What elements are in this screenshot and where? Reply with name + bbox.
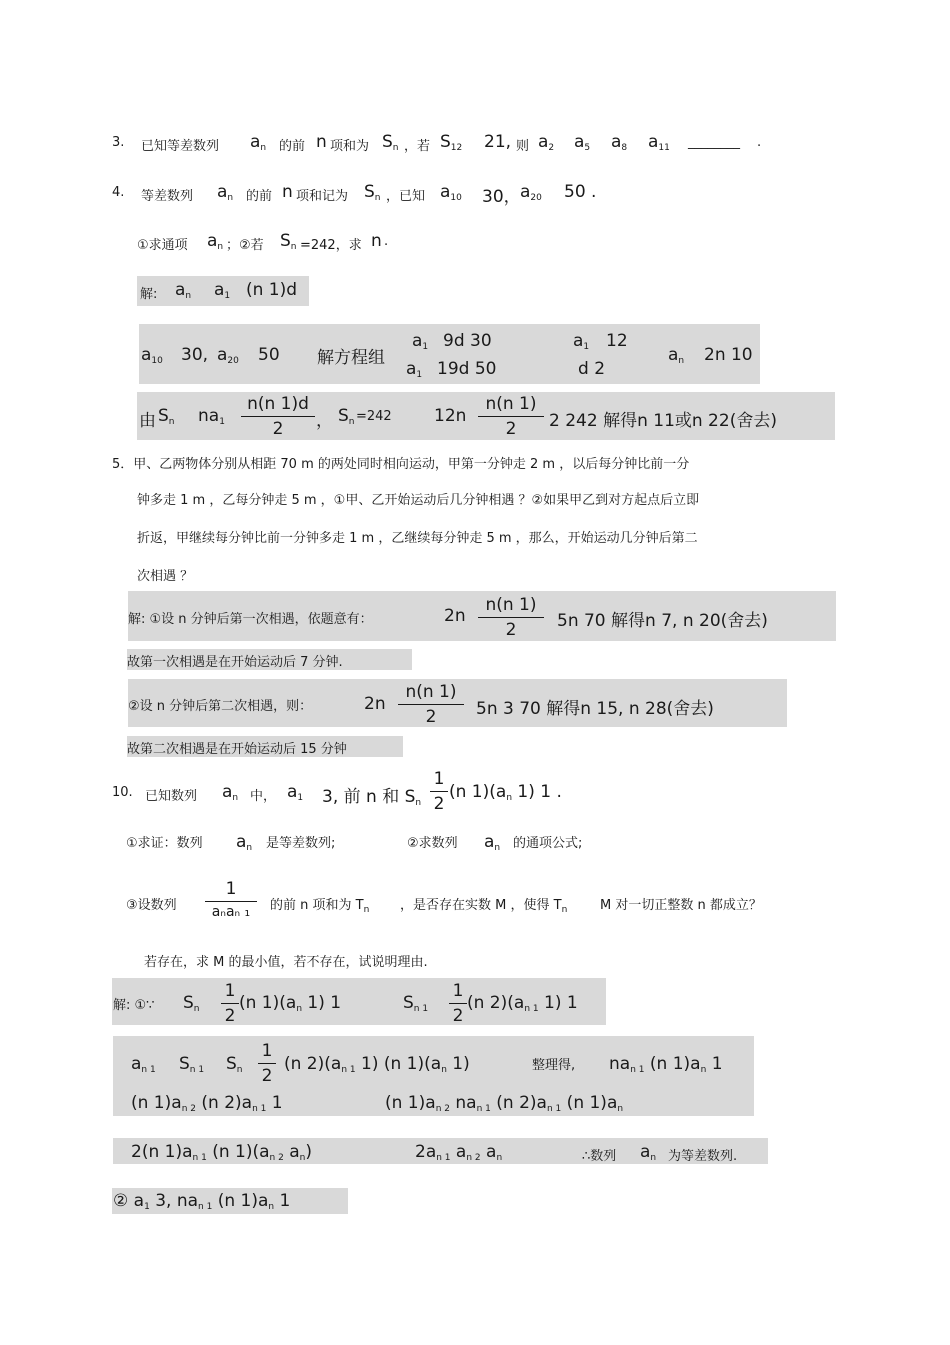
conclusion: 故第一次相遇是在开始运动后 7 分钟. — [127, 655, 343, 670]
denominator: 2 — [261, 1066, 273, 1086]
subscript: n 2 — [269, 1153, 284, 1163]
formula — [226, 1054, 243, 1075]
formula — [385, 1093, 623, 1114]
var: 的前 n 项和为 T — [270, 898, 364, 913]
math-Sn — [183, 993, 200, 1014]
formula: 2 242 解得n 11或n 22(舍去) — [549, 411, 777, 431]
math-a10 — [440, 182, 462, 203]
subscript: 20 — [227, 356, 239, 366]
denominator: 2 — [452, 1006, 464, 1026]
text: 项和记为 — [296, 189, 349, 204]
numerator: n(n 1)d — [247, 394, 309, 414]
subscript: n — [392, 143, 399, 153]
subscript: 20 — [530, 193, 542, 203]
var: 2(n 1)a — [131, 1142, 193, 1162]
var-n: n — [371, 231, 382, 251]
subscript: n 1 — [192, 1153, 207, 1163]
fraction-bar — [398, 704, 464, 705]
solution-text: ②设 n 分钟后第二次相遇，则： — [128, 699, 313, 714]
problem-number: 4. — [112, 185, 125, 200]
var: a — [406, 359, 417, 379]
math-Sn — [338, 406, 355, 427]
var: a — [131, 1054, 142, 1074]
var: (n 2)a — [490, 1093, 547, 1113]
result-row: 12 — [606, 331, 628, 351]
subscript: 1 — [583, 342, 590, 352]
subscript: n — [227, 193, 234, 203]
denominator: 2 — [425, 707, 437, 727]
value: =242 — [356, 409, 392, 424]
value: 21, — [484, 132, 512, 152]
var: a — [611, 132, 622, 152]
formula: 2n — [444, 606, 466, 626]
var: S — [338, 406, 349, 426]
subscript: n — [506, 793, 513, 803]
var: a — [222, 782, 233, 802]
fraction-bar — [205, 901, 257, 902]
subscript: 2 — [548, 143, 555, 153]
subscript: 12 — [450, 143, 463, 153]
var: ，是否存在实数 M ，使得 T — [400, 898, 562, 913]
question-part: ③设数列 — [126, 898, 177, 913]
question-part: =242，求 — [300, 238, 362, 253]
var: 1) — [446, 1054, 470, 1074]
fraction-bar — [478, 617, 544, 618]
problem-text: 折返，甲继续每分钟比前一分钟多走 1 m ，乙继续每分钟走 5 m ，那么，开始运动几分钟后第二 — [137, 531, 698, 546]
formula — [609, 1054, 723, 1075]
var: 2a — [415, 1142, 437, 1162]
subscript: n — [650, 1153, 657, 1163]
var: (n 1)a — [131, 1093, 182, 1113]
text: . — [384, 234, 389, 249]
var: (n 2)a — [195, 1093, 253, 1113]
problem-text: 次相遇 ？ — [137, 569, 194, 584]
subscript: 10 — [151, 356, 163, 366]
var: a — [484, 832, 495, 852]
text: 的通项公式; — [513, 836, 583, 851]
fraction-bar — [221, 1003, 239, 1004]
subscript: n — [260, 143, 267, 153]
subscript: n — [168, 417, 175, 427]
fraction — [478, 595, 544, 640]
math-an — [222, 782, 238, 803]
formula — [449, 782, 562, 803]
var: S — [280, 231, 291, 251]
var: a — [640, 1142, 651, 1162]
subscript: n — [374, 193, 381, 203]
question-part: ①求证：数列 — [126, 836, 203, 851]
var: a — [480, 1142, 497, 1162]
subscript: n — [217, 242, 224, 252]
var: (n 2)(a — [284, 1054, 342, 1074]
equation-row: 9d 30 — [443, 331, 492, 351]
var: S — [382, 132, 393, 152]
math-a10 — [141, 345, 163, 366]
var: na — [198, 406, 220, 426]
var: S — [179, 1054, 190, 1074]
problem-text: 5．甲、乙两物体分别从相距 70 m 的两处同时相向运动，甲第一分钟走 2 m ，以后每分钟比前一分 — [112, 457, 690, 472]
subscript: 1 — [297, 793, 304, 803]
math-an — [207, 231, 223, 252]
numerator: n(n 1) — [405, 682, 457, 702]
text: 等差数列 — [141, 189, 194, 204]
denominator: 2 — [505, 620, 517, 640]
var: (n 1)(a — [206, 1142, 270, 1162]
denominator: 2 — [224, 1006, 236, 1026]
formula — [179, 1054, 204, 1075]
var: (n 1)a — [644, 1054, 701, 1074]
math-Sn1 — [403, 993, 428, 1014]
subscript: n — [246, 843, 253, 853]
subscript: n 1 — [141, 1065, 156, 1075]
var: (n 1)(a — [239, 993, 297, 1013]
subscript: n 1 — [252, 1104, 267, 1114]
denominator: 2 — [272, 419, 284, 439]
var: a — [217, 182, 228, 202]
var: a — [573, 331, 584, 351]
numerator: 1 — [261, 1041, 273, 1061]
formula — [322, 782, 421, 808]
subscript: n — [441, 1065, 447, 1075]
conclusion: 故第二次相遇是在开始运动后 15 分钟 — [127, 742, 347, 757]
var: a — [236, 832, 247, 852]
var: a — [175, 280, 186, 300]
solution-label: 解: — [140, 287, 158, 302]
var: a — [217, 345, 228, 365]
var: a — [450, 1142, 467, 1162]
fraction-half — [449, 981, 467, 1026]
subscript: n 1 — [630, 1065, 645, 1075]
text: ， — [316, 411, 333, 431]
var: 1 — [706, 1054, 723, 1074]
text: ，若 — [404, 139, 431, 154]
numerator: n(n 1) — [485, 595, 537, 615]
result-row — [573, 331, 589, 352]
var: 3, na — [149, 1191, 199, 1211]
subscript: n 1 — [546, 1104, 562, 1114]
var: a — [520, 182, 531, 202]
formula — [113, 1191, 290, 1212]
math-na1 — [198, 406, 225, 427]
text: 项和为 — [330, 139, 370, 154]
formula: 2n — [364, 694, 386, 714]
value: 50 . — [564, 182, 597, 202]
var: a — [287, 782, 298, 802]
var: (n 1)a — [385, 1093, 436, 1113]
equation-row — [406, 359, 422, 380]
var: (n 2)(a — [467, 993, 525, 1013]
numerator: 1 — [452, 981, 464, 1001]
var: S — [158, 406, 169, 426]
var: 1 — [274, 1191, 291, 1211]
formula: 2n 10 — [704, 345, 753, 365]
var: 1 — [266, 1093, 283, 1113]
subscript: n — [193, 1004, 200, 1014]
text: ，已知 — [386, 189, 426, 204]
denominator: aₙaₙ ₁ — [211, 904, 251, 920]
math-a2 — [538, 132, 554, 153]
denominator: 2 — [505, 419, 517, 439]
question-part: ；②若 — [226, 238, 264, 253]
formula — [284, 1054, 470, 1075]
text — [270, 894, 369, 915]
numerator: n(n 1) — [485, 394, 537, 414]
question-part: ①求通项 — [137, 238, 188, 253]
math-a20 — [520, 182, 542, 203]
var: (n 1)a — [561, 1093, 618, 1113]
math-S12 — [440, 132, 462, 153]
subscript: n — [268, 1202, 275, 1212]
value: 30, — [181, 345, 209, 365]
math-an — [217, 182, 233, 203]
fraction-half — [258, 1041, 276, 1086]
numerator: 1 — [225, 879, 237, 899]
answer-blank: ________ — [688, 135, 740, 150]
var-n: n — [282, 182, 293, 202]
fraction-bar — [241, 416, 315, 417]
subscript: n — [700, 1065, 707, 1075]
var: a — [250, 132, 261, 152]
fraction — [241, 394, 315, 439]
subscript: n 1 — [341, 1065, 356, 1075]
text: 的前 — [279, 139, 306, 154]
subscript: 1 — [144, 1202, 150, 1212]
subscript: n 2 — [435, 1104, 450, 1114]
text: 整理得, — [532, 1058, 576, 1073]
text: 已知数列 — [145, 789, 198, 804]
text: 已知等差数列 — [141, 139, 220, 154]
math-an — [236, 832, 252, 853]
equation-row: 19d 50 — [437, 359, 497, 379]
fraction-half — [430, 769, 448, 814]
subscript: 1 — [416, 370, 423, 380]
var: (n 1)a — [212, 1191, 269, 1211]
problem-number: 10. — [112, 785, 133, 800]
math-a1 — [214, 280, 230, 301]
text: 中， — [250, 789, 277, 804]
fraction-bar — [258, 1063, 276, 1064]
solution-text: 解: ①设 n 分钟后第一次相遇，依题意有： — [128, 612, 373, 627]
numerator: 1 — [433, 769, 445, 789]
text: 为等差数列. — [668, 1149, 738, 1164]
var: a — [141, 345, 152, 365]
value: 50 — [258, 345, 280, 365]
var: a — [412, 331, 423, 351]
subscript: 1 — [219, 417, 225, 427]
result-row: d 2 — [578, 359, 606, 379]
text: M 对一切正整数 n 都成立？ — [600, 898, 762, 913]
math-Sn — [364, 182, 381, 203]
subscript: 5 — [584, 143, 591, 153]
text: 由 — [139, 411, 156, 431]
subscript: 1 — [224, 291, 231, 301]
subscript: n 1 — [198, 1202, 213, 1212]
text: 的前 — [246, 189, 273, 204]
formula — [239, 993, 341, 1014]
text: 是等差数列; — [266, 836, 336, 851]
var: 1) 1 — [538, 993, 578, 1013]
text: 解方程组 — [317, 348, 385, 368]
var: a — [648, 132, 659, 152]
subscript: n — [296, 1004, 303, 1014]
var: ② a — [113, 1191, 145, 1211]
fraction — [398, 682, 464, 727]
var: 1) 1 . — [512, 782, 562, 802]
subscript: n — [290, 242, 297, 252]
solution-label: 解: ①∵ — [113, 998, 155, 1013]
math-a1 — [287, 782, 303, 803]
var: a — [440, 182, 451, 202]
subscript: n — [561, 905, 568, 915]
subscript: n — [494, 843, 501, 853]
math-Sn — [280, 231, 297, 252]
formula — [131, 1142, 312, 1163]
var: a — [668, 345, 679, 365]
subscript: 11 — [658, 143, 670, 153]
fraction — [205, 879, 257, 920]
subscript: n — [496, 1153, 503, 1163]
subscript: n — [617, 1104, 624, 1114]
fraction-bar — [430, 791, 448, 792]
subscript: n 1 — [524, 1004, 539, 1014]
question-part: 若存在，求 M 的最小值，若不存在，试说明理由. — [144, 955, 428, 970]
text — [400, 894, 567, 915]
subscript: n 2 — [181, 1104, 196, 1114]
fraction-bar — [478, 416, 544, 417]
var: a — [538, 132, 549, 152]
var: S — [403, 993, 414, 1013]
formula — [131, 1093, 283, 1114]
var: a — [214, 280, 225, 300]
math-a20 — [217, 345, 239, 366]
math-an — [668, 345, 684, 366]
text: 则 — [516, 139, 530, 154]
var-n: n — [316, 132, 327, 152]
var: (n 1)(a — [449, 782, 507, 802]
var: a — [207, 231, 218, 251]
var: S — [364, 182, 375, 202]
fraction-half — [221, 981, 239, 1026]
var: a — [283, 1142, 300, 1162]
math-a11 — [648, 132, 670, 153]
math-an — [484, 832, 500, 853]
subscript: 1 — [422, 342, 429, 352]
text: ∴数列 — [582, 1149, 617, 1164]
var: ) — [305, 1142, 312, 1162]
problem-number: 3. — [112, 135, 125, 150]
var: S — [440, 132, 451, 152]
math-a5 — [574, 132, 590, 153]
var: 3, 前 n 和 S — [322, 787, 416, 807]
var: na — [449, 1093, 477, 1113]
denominator: 2 — [433, 794, 445, 814]
subscript: n — [232, 793, 239, 803]
math-an — [175, 280, 191, 301]
numerator: 1 — [224, 981, 236, 1001]
math-Sn — [158, 406, 175, 427]
subscript: n — [185, 291, 192, 301]
math-Sn — [382, 132, 399, 153]
subscript: n 1 — [189, 1065, 205, 1075]
subscript: n 1 — [476, 1104, 491, 1114]
math-an — [640, 1142, 656, 1163]
formula — [467, 993, 578, 1014]
subscript: n — [348, 417, 355, 427]
formula: (n 1)d — [246, 280, 298, 300]
subscript: n 1 — [436, 1153, 451, 1163]
var: 1) 1 — [302, 993, 342, 1013]
formula: 12n — [434, 406, 467, 426]
text: . — [757, 135, 762, 150]
formula: 5n 70 解得n 7, n 20(舍去) — [557, 611, 768, 631]
formula — [131, 1054, 156, 1075]
math-an — [250, 132, 266, 153]
var: 1) (n 1)(a — [355, 1054, 442, 1074]
question-part: ②求数列 — [407, 836, 458, 851]
var: S — [183, 993, 194, 1013]
formula — [415, 1142, 502, 1163]
var: S — [226, 1054, 237, 1074]
var: na — [609, 1054, 631, 1074]
fraction — [478, 394, 544, 439]
formula: 5n 3 70 解得n 15, n 28(舍去) — [476, 699, 714, 719]
fraction-bar — [449, 1003, 467, 1004]
subscript: 10 — [450, 193, 462, 203]
subscript: n — [363, 905, 370, 915]
subscript: n 2 — [466, 1153, 481, 1163]
equation-row — [412, 331, 428, 352]
subscript: n 1 — [413, 1004, 429, 1014]
value: 30， — [482, 187, 521, 207]
problem-text: 钟多走 1 m ，乙每分钟走 5 m ，①甲、乙开始运动后几分钟相遇 ？②如果甲乙到对方起点后立即 — [137, 493, 700, 508]
math-a8 — [611, 132, 627, 153]
subscript: n — [678, 356, 685, 366]
subscript: n — [236, 1065, 243, 1075]
subscript: n — [299, 1153, 306, 1163]
subscript: 8 — [621, 143, 628, 153]
var: a — [574, 132, 585, 152]
subscript: n — [415, 798, 422, 808]
